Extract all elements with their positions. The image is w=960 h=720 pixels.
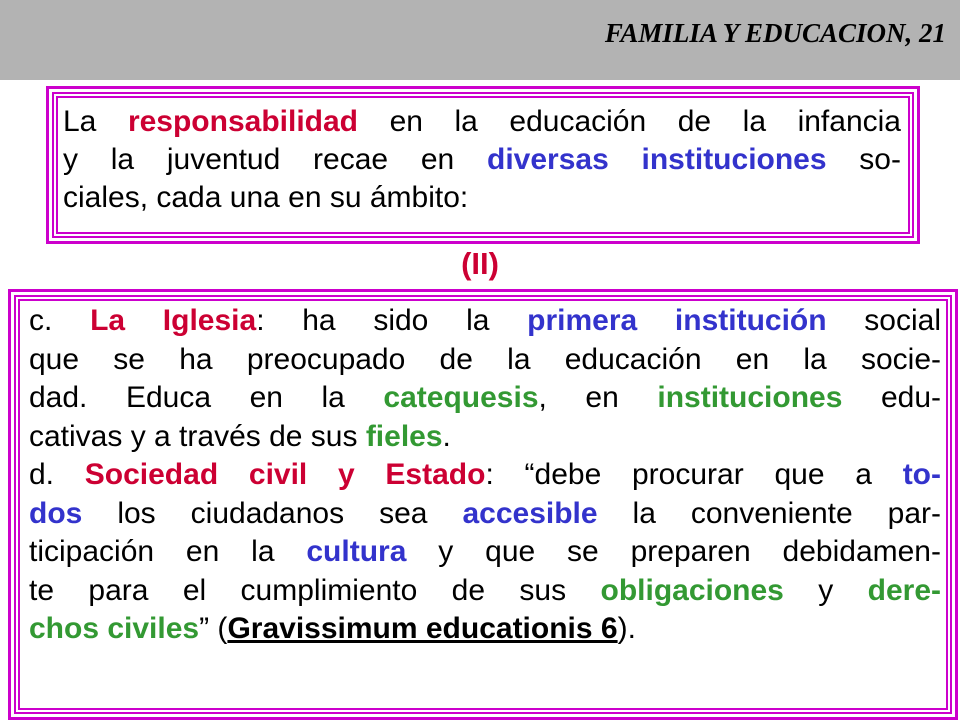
highlight-derechos-part2: chos civiles [29,612,200,645]
text-run: ). [617,612,636,645]
text-run: edu- [842,381,941,414]
highlight-todos-part1: to- [902,458,941,491]
text-run: la conveniente par- [597,496,942,530]
text-run: : “debe procurar que a [485,458,903,491]
intro-line-2 [63,141,901,179]
text-run: y que se preparen debidamen- [406,535,941,568]
text-run: : ha sido la [256,304,528,337]
d-line-1 [29,456,941,495]
highlight-diversas-instituciones: diversas instituciones [487,143,827,176]
c-line-2: que se ha preocupado de la educación en la socie- [29,342,941,376]
d-line-5 [29,610,941,649]
text-run: te para el cumplimiento de sus [29,573,601,607]
text-run: y la juventud recae en [63,143,487,176]
c-line-4 [29,418,941,457]
text-run: ticipación en la [29,535,307,568]
text-run: y [783,573,868,607]
highlight-catequesis: catequesis [383,381,539,414]
highlight-la-iglesia: La Iglesia [90,304,257,337]
text-run: los ciudadanos sea [82,496,463,530]
text-run: c. [29,304,91,337]
text-run: La [63,105,128,138]
intro-line-1 [63,103,901,141]
text-run: social [826,304,942,337]
c-line-3 [29,379,941,418]
highlight-todos-part2: dos [29,496,83,530]
highlight-accesible: accesible [462,496,598,530]
text-run: ” ( [199,612,228,645]
highlight-responsabilidad: responsabilidad [127,105,358,138]
intro-line-3: ciales, cada una en su ámbito: [63,181,469,214]
highlight-fieles: fieles [365,419,443,453]
highlight-obligaciones: obligaciones [600,573,784,607]
slide-title: FAMILIA Y EDUCACION, 21 [604,18,946,48]
highlight-cultura: cultura [306,535,407,568]
header-bar [0,0,960,80]
highlight-primera-institucion: primera institución [527,304,827,337]
d-line-3 [29,533,941,572]
d-line-2 [29,495,941,534]
text-run: d. [29,458,85,491]
text-run: , en [538,381,658,414]
content-text [29,302,941,649]
text-run: . [442,419,451,453]
d-line-4 [29,572,941,611]
highlight-derechos-part1: dere- [867,573,941,607]
c-line-1 [29,302,941,341]
content-box [8,289,958,720]
text-run: dad. Educa en la [29,381,384,414]
citation-gravissimum: Gravissimum educationis 6 [227,612,618,645]
part-label: (II) [461,246,499,281]
intro-box [46,86,920,244]
intro-text [63,103,901,217]
text-run: cativas y a través de sus [29,419,366,453]
text-run: en la educación de la infancia [358,105,901,138]
text-run: so- [826,143,901,176]
highlight-instituciones: instituciones [657,381,843,414]
highlight-sociedad-civil: Sociedad civil y Estado [84,458,486,491]
